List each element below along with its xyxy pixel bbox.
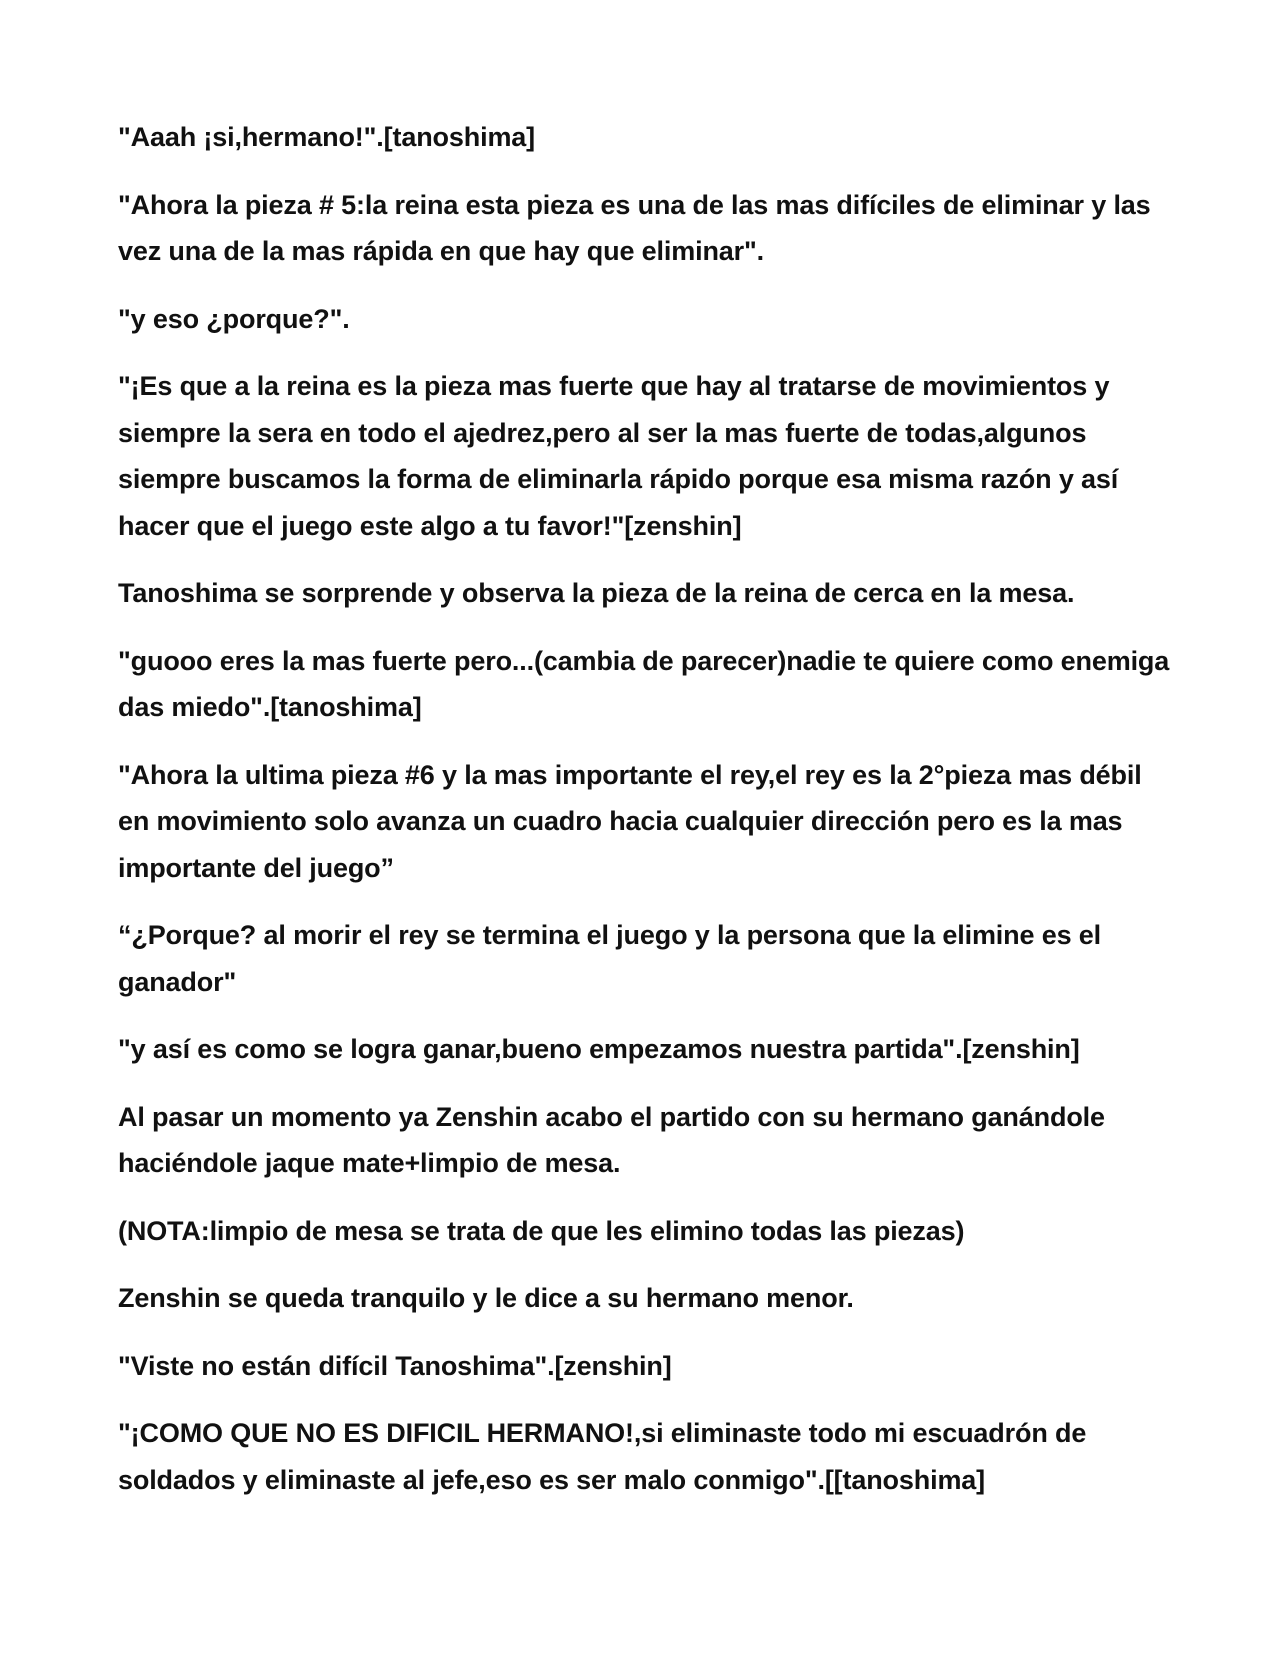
- paragraph-13: "Viste no están difícil Tanoshima".[zenshin]: [118, 1350, 672, 1381]
- paragraph-9: "y así es como se logra ganar,bueno empezamos nuestra partida".[zenshin]: [118, 1034, 1080, 1064]
- paragraph-3: "y eso ¿porque?".: [118, 303, 350, 334]
- paragraph-4: "¡Es que a la reina es la pieza mas fuerte que hay al tratarse de movimientos y siempre la sera en todo el ajedrez,pero al ser la mas fuerte de todas,algunos siempre buscamos la forma de eliminarla rápido porque esa misma razón y así hacer que el juego este algo a tu favor!"[zenshin]: [118, 371, 1119, 541]
- paragraph-1: "Aaah ¡si,hermano!".[tanoshima]: [118, 122, 536, 152]
- paragraph-5: Tanoshima se sorprende y observa la pieza de la reina de cerca en la mesa.: [118, 578, 1075, 608]
- paragraph-7: "Ahora la ultima pieza #6 y la mas importante el rey,el rey es la 2°pieza mas débil en movimiento solo avanza un cuadro hacia cualquier dirección pero es la mas importante del juego”: [118, 759, 1142, 883]
- document-body: [118, 114, 1178, 1524]
- paragraph-11: (NOTA:limpio de mesa se trata de que les elimino todas las piezas): [118, 1215, 965, 1246]
- paragraph-12: Zenshin se queda tranquilo y le dice a su hermano menor.: [118, 1283, 854, 1313]
- paragraph-14: "¡COMO QUE NO ES DIFICIL HERMANO!,si eliminaste todo mi escuadrón de soldados y eliminaste al jefe,eso es ser malo conmigo".[[tanoshima]: [118, 1418, 1087, 1495]
- paragraph-2: "Ahora la pieza # 5:la reina esta pieza es una de las mas difíciles de eliminar y las vez una de la mas rápida en que hay que eliminar".: [118, 189, 1151, 266]
- paragraph-8: “¿Porque? al morir el rey se termina el juego y la persona que la elimine es el ganador": [118, 920, 1102, 997]
- paragraph-6: "guooo eres la mas fuerte pero...(cambia de parecer)nadie te quiere como enemiga das miedo".[tanoshima]: [118, 645, 1170, 722]
- paragraph-10: Al pasar un momento ya Zenshin acabo el partido con su hermano ganándole haciéndole jaque mate+limpio de mesa.: [118, 1101, 1105, 1178]
